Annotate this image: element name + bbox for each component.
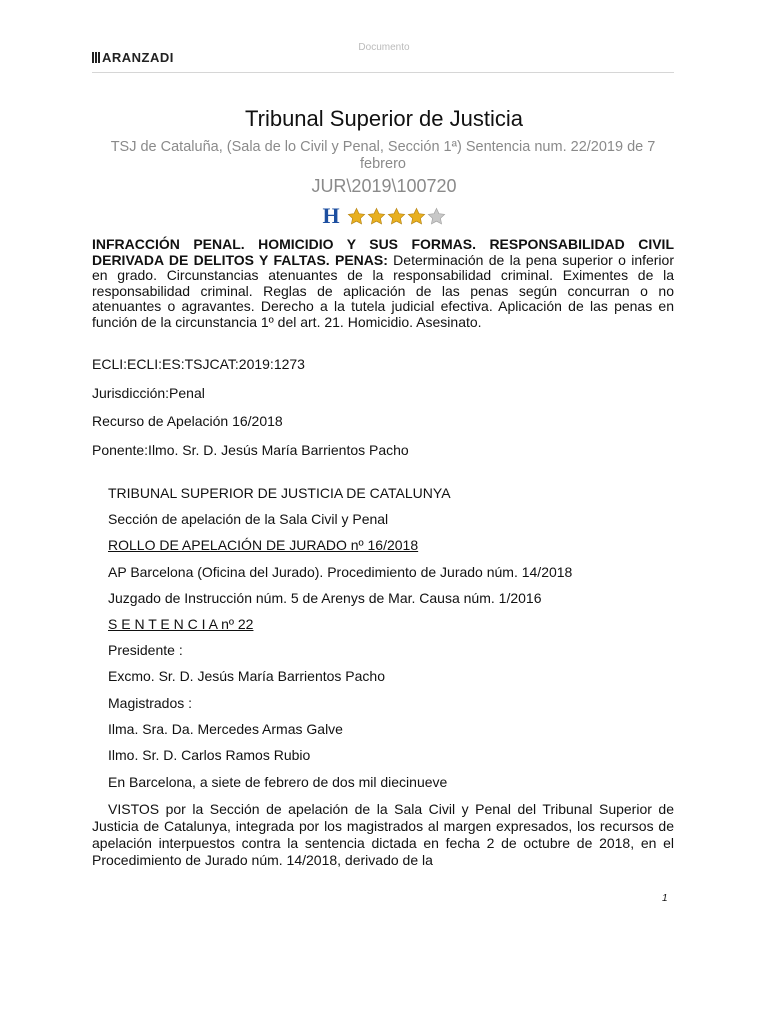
star-filled-icon — [347, 207, 366, 226]
aranzadi-logo — [92, 50, 174, 65]
juzgado-line: Juzgado de Instrucción núm. 5 de Arenys de Mar. Causa núm. 1/2016 — [108, 590, 542, 606]
page-number: 1 — [662, 893, 668, 904]
recurso-line: Recurso de Apelación 16/2018 — [92, 413, 283, 429]
magistrado-2: Ilmo. Sr. D. Carlos Ramos Rubio — [108, 747, 311, 763]
ponente-line: Ponente:Ilmo. Sr. D. Jesús María Barrientos Pacho — [92, 442, 409, 458]
fecha-line: En Barcelona, a siete de febrero de dos mil diecinueve — [108, 774, 448, 790]
header-divider — [92, 72, 674, 73]
ecli-line: ECLI:ECLI:ES:TSJCAT:2019:1273 — [92, 356, 305, 372]
star-filled-icon — [367, 207, 386, 226]
logo-text: ARANZADI — [102, 50, 174, 65]
star-filled-icon — [387, 207, 406, 226]
jurisdiccion-line: Jurisdicción:Penal — [92, 385, 205, 401]
presidente-label: Presidente : — [108, 642, 183, 658]
rollo-line: ROLLO DE APELACIÓN DE JURADO nº 16/2018 — [108, 537, 419, 553]
magistrados-label: Magistrados : — [108, 695, 193, 711]
abstract — [92, 237, 674, 330]
vistos-paragraph: VISTOS por la Sección de apelación de la Sala Civil y Penal del Tribunal Superior de Justicia de Catalunya, integrada por los magistrados al margen expresados, los recursos de apelación interpuestos contra la sentencia dictada en fecha 2 de octubre de 2018, en el Procedimiento de Jurado núm. 14/2018, derivado de la — [92, 801, 674, 868]
document-label: Documento — [358, 42, 410, 53]
star-empty-icon — [427, 207, 446, 226]
relevance-rating — [0, 205, 768, 227]
presidente-name: Excmo. Sr. D. Jesús María Barrientos Pacho — [108, 668, 385, 684]
magistrado-1: Ilma. Sra. Da. Mercedes Armas Galve — [108, 721, 343, 737]
sentencia-heading: S E N T E N C I A nº 22 — [108, 616, 254, 632]
h-badge-icon: H — [322, 203, 340, 228]
star-rating — [346, 207, 446, 226]
audiencia-line: AP Barcelona (Oficina del Jurado). Procedimiento de Jurado núm. 14/2018 — [108, 564, 573, 580]
court-name: TRIBUNAL SUPERIOR DE JUSTICIA DE CATALUNYA — [108, 485, 451, 501]
abstract-keywords: INFRACCIÓN PENAL. HOMICIDIO Y SUS FORMAS. RESPONSABILIDAD CIVIL DERIVADA DE DELITOS Y FALTAS. PENAS: — [92, 236, 674, 268]
logo-bars-icon — [92, 52, 100, 63]
star-filled-icon — [407, 207, 426, 226]
document-title: Tribunal Superior de Justicia — [245, 106, 523, 131]
jurisprudence-reference: JUR\2019\100720 — [311, 176, 457, 196]
abstract-text: Determinación de la pena superior o inferior en grado. Circunstancias atenuantes de la responsabilidad criminal. Eximentes de la responsabilidad criminal. Reglas de aplicación de las penas según concurran o no atenuantes o agravantes. Derecho a la tutela judicial efectiva. Aplicación de las penas en función de la circunstancia 1º del art. 21. Homicidio. Asesinato. — [92, 251, 674, 330]
section-name: Sección de apelación de la Sala Civil y Penal — [108, 511, 389, 527]
document-subtitle: TSJ de Cataluña, (Sala de lo Civil y Penal, Sección 1ª) Sentencia num. 22/2019 de 7 febrero — [110, 139, 656, 172]
